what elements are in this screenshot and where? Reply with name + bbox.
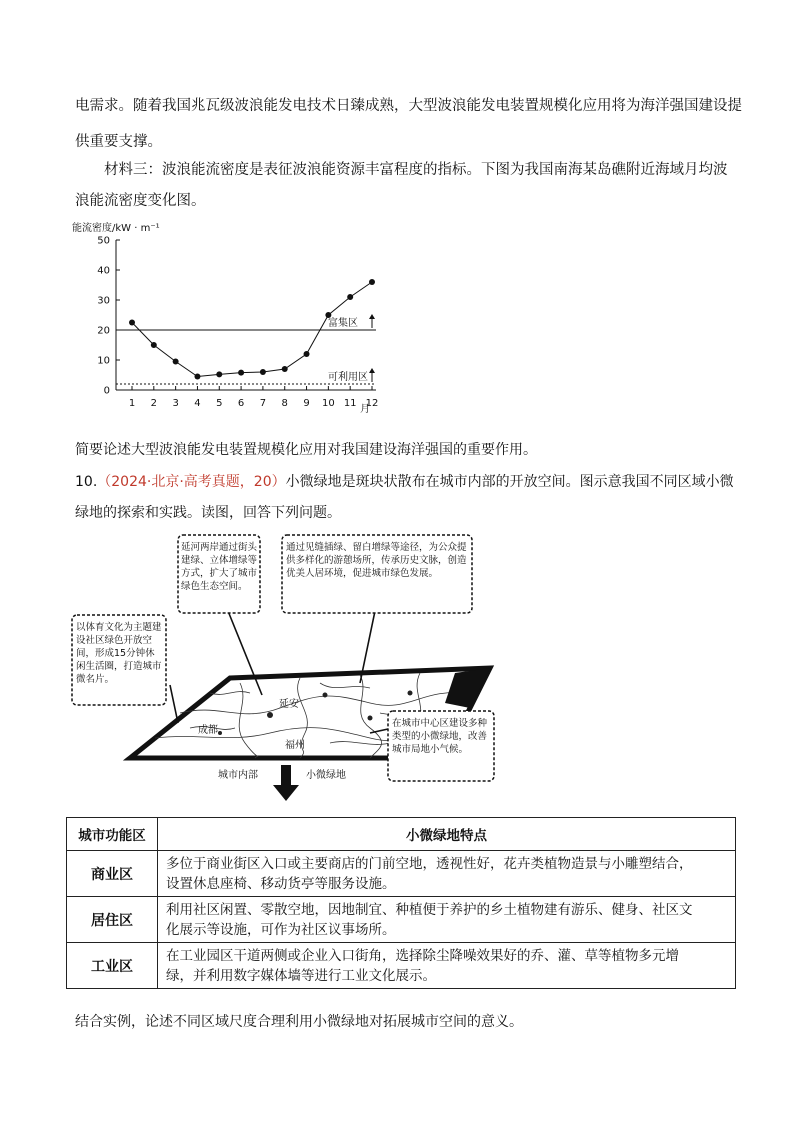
- chart-y-tick-label: 50: [97, 235, 110, 247]
- table-row: [67, 943, 736, 989]
- city-label-chengdu: 成都: [198, 725, 218, 736]
- callout-chengdu-text: 以体育文化为主题建设社区绿色开放空间，形成15分钟休闲生活圈，打造城市微名片。: [76, 622, 162, 685]
- paragraph-line-2: 供重要支撑。: [75, 134, 162, 150]
- table-header-features: 小微绿地特点: [158, 818, 736, 851]
- legend-small-green-space: 小微绿地: [306, 770, 346, 781]
- chart-y-tick-label: 30: [97, 295, 110, 307]
- chart-series: [129, 279, 375, 380]
- chart-data-point: [282, 366, 288, 372]
- up-arrow-icon: [369, 314, 375, 319]
- question-10-line-1: [75, 472, 735, 492]
- chart-x-tick-label: 6: [237, 398, 245, 409]
- chart-x-axis-label: 月: [360, 404, 370, 415]
- chart-data-point: [304, 351, 310, 357]
- chart-y-axis-label: 能流密度/kW · m⁻¹: [72, 223, 160, 234]
- chart-x-tick-label: 1: [128, 398, 136, 409]
- chart-x-tick-label: 8: [281, 398, 288, 409]
- question-intro: 小微绿地是斑块状散布在城市内部的开放空间。图示意我国不同区域小微: [285, 474, 734, 490]
- chart-y-tick-label: 20: [97, 325, 110, 337]
- chart-data-point: [325, 312, 331, 318]
- chart-y-tick-label: 40: [97, 265, 110, 277]
- question-10-line-2: 绿地的探索和实践。读图，回答下列问题。: [75, 505, 341, 521]
- chart-x-tick-label: 10: [321, 398, 335, 409]
- green-space-map-figure: [70, 533, 730, 808]
- chart-data-point: [151, 342, 157, 348]
- table-cell-zone: 居住区: [67, 897, 158, 943]
- green-space-features-table: [66, 817, 736, 989]
- chart-data-point: [173, 359, 179, 365]
- callout-beijing-text: 通过见缝插绿、留白增绿等途径，为公众提供多样化的游憩场所，传承历史文脉，创造优美人居环境，促进城市绿色发展。: [286, 542, 467, 579]
- cell-line: 绿，并利用数字媒体墙等进行工业文化展示。: [166, 967, 436, 984]
- paragraph-line-1: 电需求。随着我国兆瓦级波浪能发电技术日臻成熟，大型波浪能发电装置规模化应用将为海洋强国建设提: [75, 98, 742, 114]
- wave-energy-density-chart: [70, 218, 390, 418]
- question-source: （2024·北京·高考真题，20）: [97, 474, 286, 490]
- chart-y-tick-label: 10: [97, 355, 110, 367]
- chart-data-point: [194, 374, 200, 380]
- material-three-line-1: 材料三：波浪能流密度是表征波浪能资源丰富程度的指标。下图为我国南海某岛礁附近海域月均波: [104, 162, 728, 178]
- table-cell-zone: 商业区: [67, 851, 158, 897]
- chart-data-point: [347, 294, 353, 300]
- table-cell-features: [158, 851, 736, 897]
- chart-x-tick-label: 12: [365, 398, 379, 409]
- city-label-fuzhou: 福州: [285, 740, 305, 751]
- chart-x-tick-label: 11: [343, 398, 357, 409]
- table-cell-features: [158, 897, 736, 943]
- cell-line: 利用社区闲置、零散空地，因地制宜、种植便于养护的乡土植物建有游乐、健身、社区文: [166, 901, 693, 918]
- city-label-beijing: 北京: [370, 677, 390, 688]
- up-arrow-icon: [369, 368, 375, 373]
- cell-line: 多位于商业街区入口或主要商店的门前空地，透视性好，花卉类植物造景与小雕塑结合，: [166, 855, 693, 872]
- question-text: 简要论述大型波浪能发电装置规模化应用对我国建设海洋强国的重要作用。: [75, 442, 537, 458]
- table-header-zone: 城市功能区: [67, 818, 158, 851]
- table-cell-zone: 工业区: [67, 943, 158, 989]
- chart-x-tick-label: 4: [194, 398, 201, 409]
- chart-reference-label: 可利用区: [328, 372, 368, 383]
- final-question: 结合实例，论述不同区域尺度合理利用小微绿地对拓展城市空间的意义。: [75, 1014, 523, 1030]
- cell-line: 在工业园区干道两侧或企业入口街角，选择除尘降噪效果好的乔、灌、草等植物多元增: [166, 947, 679, 964]
- chart-x-tick-label: 2: [150, 398, 158, 409]
- chart-axes: [116, 240, 376, 390]
- table-cell-features: [158, 943, 736, 989]
- chart-x-tick-label: 5: [216, 398, 223, 409]
- chart-reference-lines: [116, 314, 376, 384]
- city-label-yanan: 延安: [279, 699, 299, 710]
- cell-line: 化展示等设施，可作为社区议事场所。: [166, 921, 396, 938]
- chart-reference-label: 富集区: [328, 318, 358, 329]
- legend-urban-interior: 城市内部: [218, 770, 258, 781]
- table-row: [67, 897, 736, 943]
- chart-x-tick-label: 7: [259, 398, 267, 409]
- question-number: 10.: [75, 474, 98, 490]
- chart-x-tick-label: 9: [303, 398, 310, 409]
- table-row: [67, 851, 736, 897]
- chart-series-line: [132, 282, 372, 377]
- callout-yanan-text: 延河两岸通过街头建绿、立体增绿等方式，扩大了城市绿色生态空间。: [181, 542, 258, 592]
- down-arrow-icon: [273, 765, 299, 801]
- cell-line: 设置休息座椅、移动货亭等服务设施。: [166, 875, 396, 892]
- chart-x-tick-label: 3: [172, 398, 179, 409]
- callout-fuzhou-text: 在城市中心区建设多种类型的小微绿地，改善城市局地小气候。: [392, 718, 488, 755]
- chart-data-point: [238, 370, 244, 376]
- chart-data-point: [129, 320, 135, 326]
- chart-data-point: [216, 371, 222, 377]
- chart-data-point: [260, 369, 266, 375]
- chart-data-point: [369, 279, 375, 285]
- material-three-line-2: 浪能流密度变化图。: [75, 193, 206, 209]
- table-header-row: [67, 818, 736, 851]
- chart-y-tick-label: 0: [103, 385, 110, 397]
